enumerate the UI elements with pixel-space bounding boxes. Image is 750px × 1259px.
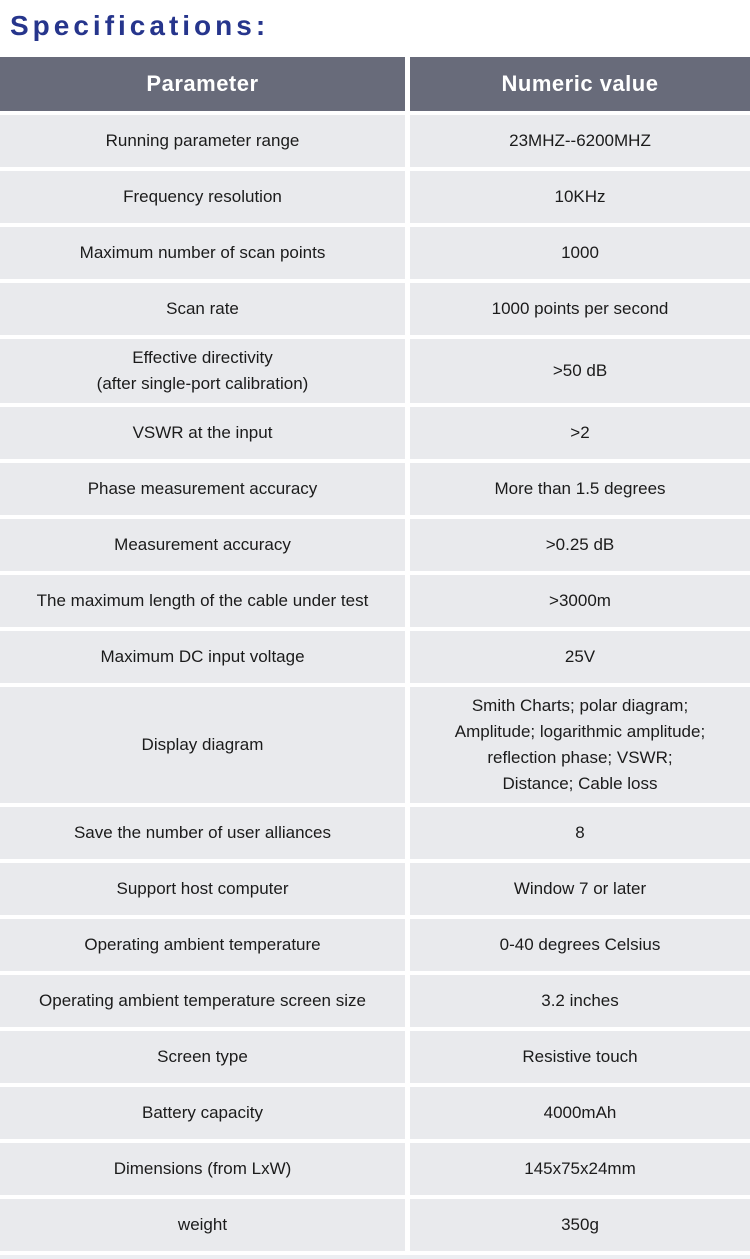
value-cell: 10KHz	[410, 171, 750, 223]
value-cell: 1000 points per second	[410, 283, 750, 335]
spec-row	[0, 975, 750, 1027]
value-cell: 25V	[410, 631, 750, 683]
value-cell: 0-40 degrees Celsius	[410, 919, 750, 971]
parameter-cell: Frequency resolution	[0, 171, 405, 223]
parameter-cell: Phase measurement accuracy	[0, 463, 405, 515]
parameter-cell: Measurement accuracy	[0, 519, 405, 571]
parameter-cell: Save the number of user alliances	[0, 807, 405, 859]
parameter-cell: VSWR at the input	[0, 407, 405, 459]
parameter-cell: Display diagram	[0, 687, 405, 803]
value-cell: 145x75x24mm	[410, 1143, 750, 1195]
parameter-cell: Maximum number of scan points	[0, 227, 405, 279]
value-cell: >50 dB	[410, 339, 750, 403]
parameter-cell: Operating ambient temperature screen size	[0, 975, 405, 1027]
table-bottom-edge	[0, 1255, 750, 1259]
value-cell: 4000mAh	[410, 1087, 750, 1139]
value-cell: 350g	[410, 1199, 750, 1251]
spec-row	[0, 631, 750, 683]
spec-row	[0, 283, 750, 335]
spec-row	[0, 807, 750, 859]
value-cell: Window 7 or later	[410, 863, 750, 915]
value-cell: 1000	[410, 227, 750, 279]
value-cell: Resistive touch	[410, 1031, 750, 1083]
spec-row	[0, 519, 750, 571]
spec-row	[0, 115, 750, 167]
spec-row	[0, 1087, 750, 1139]
specifications-table	[0, 57, 750, 1259]
page-title: Specifications:	[10, 10, 270, 41]
parameter-cell: Screen type	[0, 1031, 405, 1083]
spec-row	[0, 1143, 750, 1195]
parameter-cell: Running parameter range	[0, 115, 405, 167]
header-parameter: Parameter	[0, 57, 405, 111]
value-cell: More than 1.5 degrees	[410, 463, 750, 515]
parameter-cell: Battery capacity	[0, 1087, 405, 1139]
spec-row	[0, 687, 750, 803]
spec-row	[0, 575, 750, 627]
value-cell: >3000m	[410, 575, 750, 627]
spec-row	[0, 339, 750, 403]
value-cell: 8	[410, 807, 750, 859]
value-cell: >0.25 dB	[410, 519, 750, 571]
value-cell: Smith Charts; polar diagram; Amplitude; logarithmic amplitude; reflection phase; VSWR; Distance; Cable loss	[410, 687, 750, 803]
value-cell: 23MHZ--6200MHZ	[410, 115, 750, 167]
spec-row	[0, 1199, 750, 1251]
spec-row	[0, 1031, 750, 1083]
spec-row	[0, 919, 750, 971]
table-header-row	[0, 57, 750, 111]
spec-row	[0, 407, 750, 459]
value-cell: >2	[410, 407, 750, 459]
spec-row	[0, 171, 750, 223]
parameter-cell: Maximum DC input voltage	[0, 631, 405, 683]
parameter-cell: Scan rate	[0, 283, 405, 335]
parameter-cell: weight	[0, 1199, 405, 1251]
spec-row	[0, 227, 750, 279]
header-numeric-value: Numeric value	[410, 57, 750, 111]
parameter-cell: Support host computer	[0, 863, 405, 915]
parameter-cell: Operating ambient temperature	[0, 919, 405, 971]
spec-row	[0, 463, 750, 515]
parameter-cell: Effective directivity (after single-port calibration)	[0, 339, 405, 403]
table-body	[0, 115, 750, 1251]
spec-row	[0, 863, 750, 915]
value-cell: 3.2 inches	[410, 975, 750, 1027]
parameter-cell: The maximum length of the cable under test	[0, 575, 405, 627]
parameter-cell: Dimensions (from LxW)	[0, 1143, 405, 1195]
